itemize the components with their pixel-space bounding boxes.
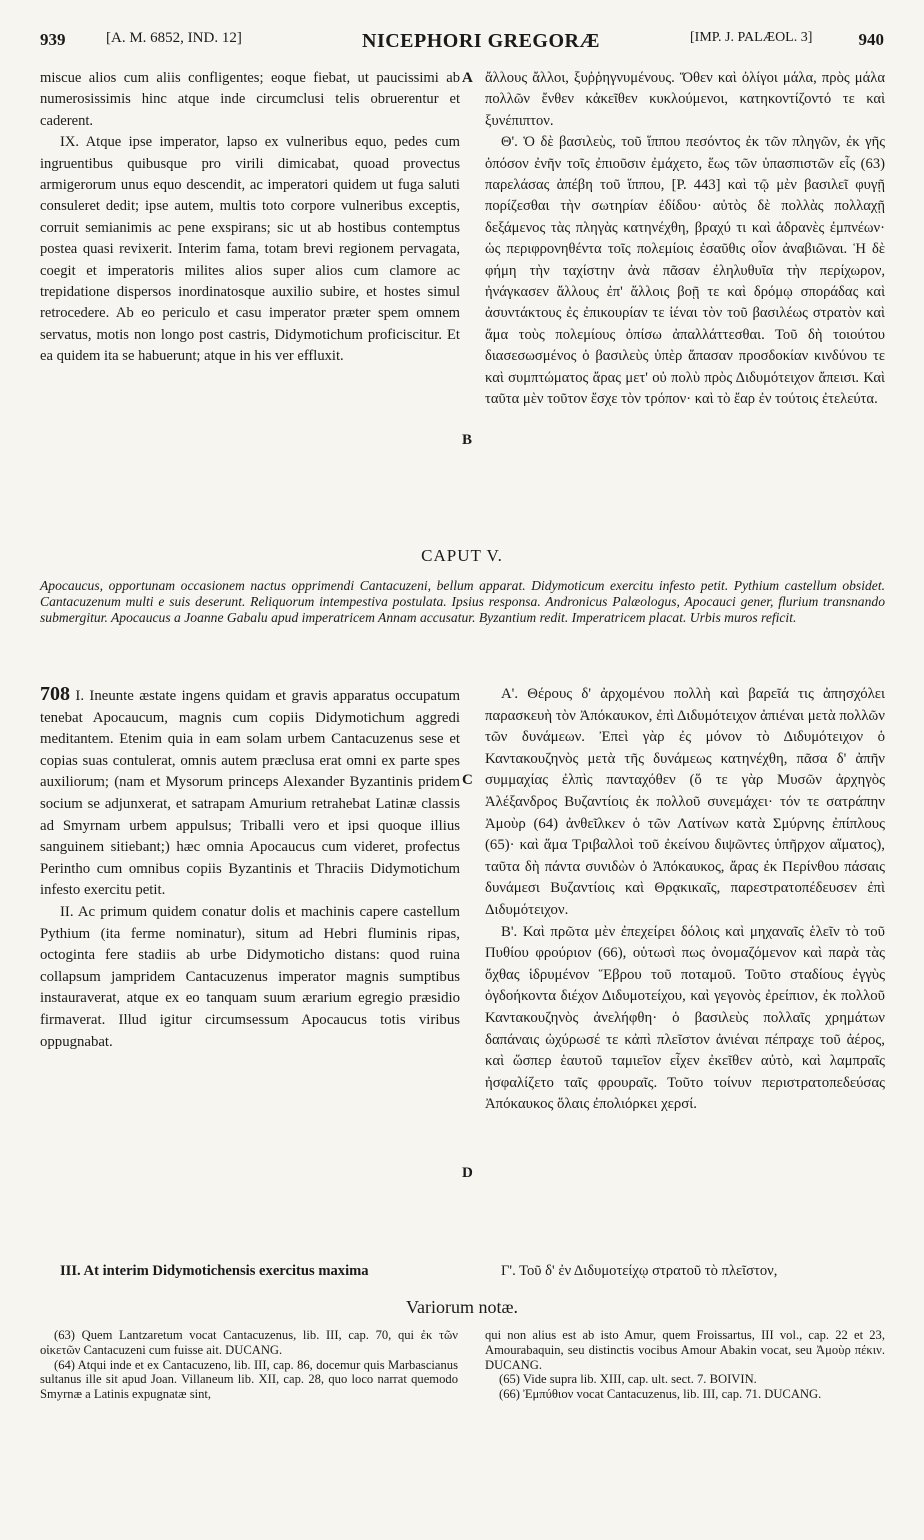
latin-paragraph: IX. Atque ipse imperator, lapso ex vulneribus equo, pedes cum ingruentibus quibusque pro virili dimicabat, quoad provectus armigerorum unus equo descendit, ac imperatori quidem ut fuga saluti consuleret dedit; ipse autem, multis toto corpore vulneribus exceptis, corruit semianimis ac pene exspirans; sic ut ab hostibus contemptus postea quasi revixerit. Interim fama, totam brevi regionem pervagata, coegit et imperatoris milites alios super alios cum clamore ac trepidatione dispersos inordinatosque auxilio subire, et hostes simul retrocedere. Ab eo periculo et casu imperator præter spem omnem servatus, motis non longo post castris, Didymotichum proficiscitur. Et ea quidem ita se habuerunt; atque in his ver effluxit.	[40, 134, 460, 365]
margin-letter-c: C	[462, 772, 473, 788]
section-number: 708	[40, 683, 70, 705]
latin-column-bottom	[40, 1261, 460, 1282]
footnote: (65) Vide supra lib. XIII, cap. ult. sect. 7. BOIVIN.	[499, 1372, 757, 1387]
greek-paragraph: Θ'. Ὁ δὲ βασιλεὺς, τοῦ ἵππου πεσόντος ἐκ τῶν πληγῶν, ἐκ γῆς ὁπόσον ἐνῆν τοῖς ἐπιοῦσιν ἐμάχετο, ἕως τῶν ὑπασπιστῶν εἷς (63) παρελάσας ἀπέβη τοῦ ἵππου, [P. 443] καὶ τῷ μὲν βασιλεῖ φυγῇ πορίζεσθαι τὴν σωτηρίαν ἐδίδου· αὐτὸς δὲ πολλὰς πολλαχῇ δεξάμενος τὰς πληγὰς κατηνέχθη, βραχύ τι καὶ ἀδρανὲς ἐμπνέων· ὡς περιφρονηθέντα τοῖς πολεμίοις ἐσαῦθις οἷον ἀναβιῶναι. Ἡ δὲ φήμη τὴν ταχίστην ἀνὰ πᾶσαν ἐληλυθυῖα τὴν περίχωρον, ἠνάγκασεν ἄλλους ἐπ' ἄλλοις βοῇ τε καὶ δρόμῳ σποράδας καὶ ἀσυντάκτους ἐς ἐπικουρίαν τε ἰέναι τὸν τοῦ βασιλέως στρατὸν καὶ ἅμα τοὺς πολεμίους ὀπίσω ἀπαλλάττεσθαι. Τοῦ δὴ τοιούτου διασεσωσμένος ὁ βασιλεὺς ὑπὲρ ἅπασαν προσδοκίαν κινδύνου τε καὶ συμπτώματος ἄρας μετ' οὐ πολὺ πρὸς Διδυμότειχον ἄπεισι. Καὶ ταῦτα μὲν τοῦτον ἔσχε τὸν τρόπον· καὶ τὸ ἔαρ ἐν τούτοις ἐτελεύτα.	[485, 134, 885, 408]
latin-paragraph: III. At interim Didymotichensis exercitus maxima	[60, 1263, 369, 1279]
greek-paragraph: ἄλλους ἄλλοι, ξυῤῥηγνυμένους. Ὅθεν καὶ ὀλίγοι μάλα, πρὸς μάλα πολλῶν ἔνθεν κἀκεῖθεν κυκλούμενοι, κατηκοντίζοντό τε καὶ ξυνέπιπτον.	[485, 70, 885, 129]
latin-paragraph: II. Ac primum quidem conatur dolis et machinis capere castellum Pythium (ita ferme nominatur), situm ad Hebri fluminis ripas, octoginta fere stadiis ab urbe Didymoticho distans: quod ruina collapsum jampridem Cantacuzenus imperator magnis sumptibus instauraverat, atque ex eo tanquam suum ærarium egregio præsidio firmaverat. Illud igitur circumsessum Apocaucus totis viribus oppugnabat.	[40, 903, 460, 1050]
latin-column-top	[40, 68, 460, 368]
footnote: (63) Quem Lantzaretum vocat Cantacuzenus, lib. III, cap. 70, qui ἐκ τῶν οἰκετῶν Cantacuzeni cum fuisse ait. DUCANG.	[40, 1328, 458, 1357]
latin-text: I. Ineunte æstate ingens quidam et gravis apparatus occupatum tenebat Apocaucum, magnis cum copiis Didymotichum aggredi meditantem. Etenim quia in eam solam urbem Cantacuzenus sese et copias suas contulerat, omnis autem præclusa erat omni ex parte spes auxiliorum; (nam et Mysorum princeps Alexander Byzantinis pridem socium se adjunxerat, et satrapam Amurium retrahebat Latinæ classis ad Smyrnam urbem appulsus; Triballi vero et ipsi quoque illius sanguinem sitiebant;) hæc omnia Apocaucus cum videret, profectus Perintho cum omnibus copiis Byzantinis et Thraciis Didymotichum infesto exercitu petit.	[40, 688, 461, 899]
notes-left-column	[40, 1328, 458, 1402]
greek-paragraph: Β'. Καὶ πρῶτα μὲν ἐπεχείρει δόλοις καὶ μηχαναῖς ἑλεῖν τὸ τοῦ Πυθίου φρούριον (66), οὑτωσὶ πως ὀνομαζόμενον καὶ παρὰ τὰς ὄχθας ἱδρυμένον Ἕβρου τοῦ ποταμοῦ. Τοῦτο σταδίους ἐγγὺς ὀγδοήκοντα διέχον Διδυμοτείχου, καὶ γεγονὸς ἐρείπιον, ἐκ πολλοῦ Καντακουζηνὸς ἀνελήφθη· ὁ βασιλεὺς πολλαῖς χρημάτων δαπάναις ὠχύρωσέ τε κἀπὶ πλεῖστον ἀνιέναι πέπραχε τοῦ ἀέρος, καὶ ὥσπερ ἑαυτοῦ ταμιεῖον εἶχεν ἐκεῖθεν αὐτὸ, καὶ λαμπραῖς ἠσφαλίζετο ταῖς φρουραῖς. Τοῦτο τοίνυν περιστρατοπεδεύσας Ἀπόκαυκος ὅλαις ἐπολιόρκει χερσί.	[485, 923, 885, 1113]
latin-paragraph: miscue alios cum aliis confligentes; eoque fiebat, ut paucissimi ab numerosissimis hinc atque inde circumclusi telis obruerentur et caderent.	[40, 70, 460, 129]
greek-column-top	[485, 68, 885, 411]
greek-column-bottom	[485, 1261, 885, 1282]
latin-column-middle	[40, 684, 460, 1053]
left-page-number: 939	[40, 30, 66, 49]
chapter-heading: CAPUT V.	[421, 546, 503, 565]
variorum-notes-heading: Variorum notæ.	[406, 1297, 518, 1317]
chapter-summary: Apocaucus, opportunam occasionem nactus opprimendi Cantacuzeni, bellum apparat. Didymoticum exercitu infesto petit. Pythium castellum obsidet. Cantacuzenum multi e suis deserunt. Reliquorum intempestiva postulata. Ipsius responsa. Andronicus Palæologus, Apocauci gener, flurium transnando submergitur. Apocaucus a Joanne Gabalu apud imperatricem Annam accusatur. Byzantium redit. Imperatricem placat. Urbis muros reficit.	[40, 578, 885, 625]
greek-paragraph: Γ'. Τοῦ δ' ἐν Διδυμοτείχῳ στρατοῦ τὸ πλεῖστον,	[501, 1263, 778, 1279]
right-reign-ref: [IMP. J. PALÆOL. 3]	[690, 30, 813, 45]
footnote: (64) Atqui inde et ex Cantacuzeno, lib. III, cap. 86, docemur quis Marbascianus sultanus ille sit apud Joan. Villaneum lib. XII, cap. 28, quo loco narrat quemodo Smyrnæ a Latinis expugnatæ sint,	[40, 1357, 458, 1402]
right-page-number: 940	[858, 30, 884, 49]
notes-right-column	[485, 1328, 885, 1402]
margin-letter-b: B	[462, 432, 473, 448]
greek-paragraph: Α'. Θέρους δ' ἀρχομένου πολλὴ καὶ βαρεῖά τις ἀπησχόλει παρασκευὴ τὸν Ἀπόκαυκον, ἐπὶ Διδυμότειχον ἀπιέναι μετὰ πολλῶν τῶν δυνάμεων. Ἐπεὶ γὰρ ἐς μόνον τὸ Διδυμότειχον ὁ Καντακουζηνὸς μετὰ τῆς δυνάμεως κατηνέχθη, πᾶσα δ' ἀπῆν συμμαχίας ἐλπὶς πανταχόθεν (ὅ τε γὰρ Μυσῶν ἀρχηγὸς Ἀλέξανδρος Βυζαντίοις ἐκ πολλοῦ συνεμάχει· τόν τε σατράπην Ἀμοὺρ (64) ἀνθεῖλκεν ὁ τῶν Λατίνων κατὰ Σμύρνης ἐπίπλους (65)· καὶ ἅμα Τριβαλλοὶ τοῦ ἐκείνου διψῶντες ὑπῆρχον αἵματος), ταῦτα δὴ πάντα συνιδὼν ὁ Ἀπόκαυκος, ἄρας ἐκ Περίνθου πάσαις δυνάμεσι Βυζαντίοις καὶ Θρᾳκικαῖς, παρεστρατοπέδευσεν ἐπὶ Διδυμότειχον.	[485, 686, 885, 918]
left-chronology-ref: [A. M. 6852, IND. 12]	[106, 30, 242, 46]
latin-paragraph	[40, 684, 460, 902]
running-header	[40, 30, 884, 58]
margin-letter-d: D	[462, 1165, 473, 1181]
footnote: qui non alius est ab isto Amur, quem Froissartus, III vol., cap. 22 et 23, Amourabaquin, seu distinctis vocibus Amour Abakin vocat, seu Ἀμοὺρ πέκιν. DUCANG.	[485, 1328, 885, 1372]
running-title: NICEPHORI GREGORÆ	[362, 30, 600, 52]
greek-column-middle	[485, 684, 885, 1116]
footnote: (66) Ἐμπύθιον vocat Cantacuzenus, lib. III, cap. 71. DUCANG.	[499, 1387, 822, 1402]
margin-letter-a: A	[462, 70, 473, 86]
